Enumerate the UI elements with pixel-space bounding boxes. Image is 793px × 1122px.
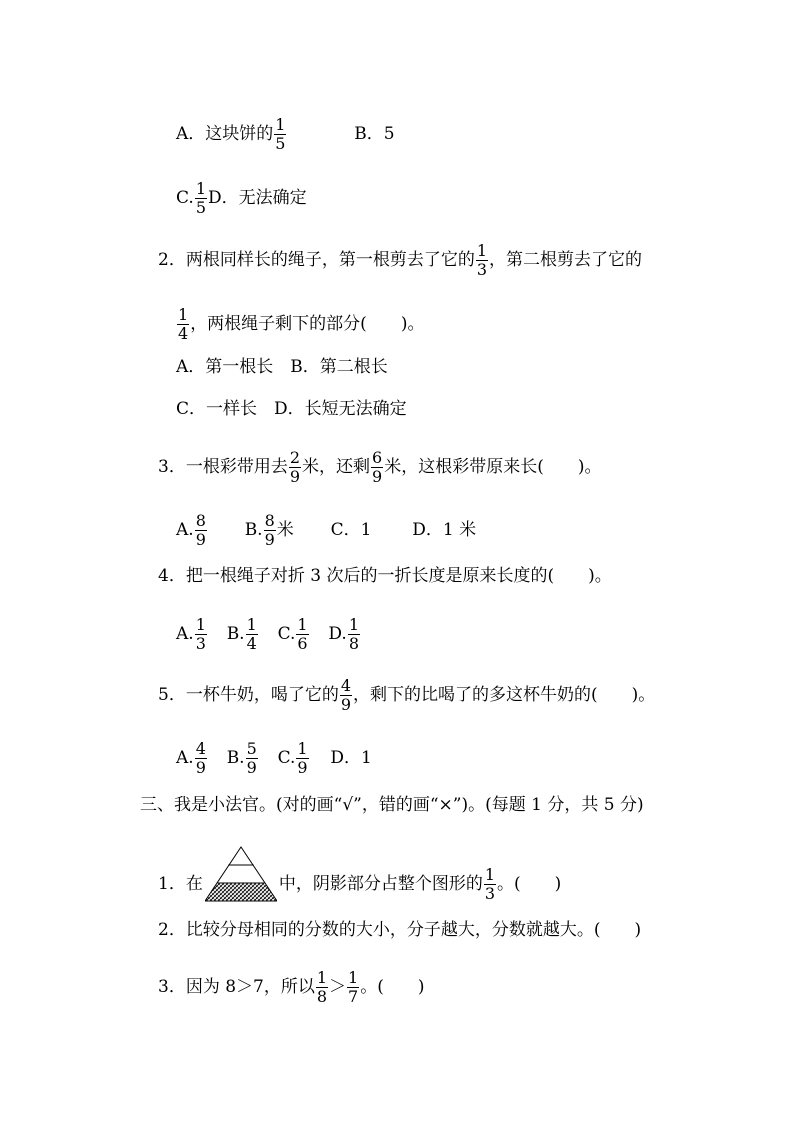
question-3-stem: 3．一根彩带用去 $\frac{2}{9}$ 米，还剩 $\frac{6}{9}$ 米，这根彩带原来长( )。 xyxy=(158,448,602,486)
fraction: $\frac{1}{4}$ xyxy=(178,305,189,343)
fraction: $\frac{1}{8}$ xyxy=(348,615,360,653)
question-5-options: A. $\frac{4}{9}$ B. $\frac{5}{9}$ C. $\frac{1}{9}$ D．1 xyxy=(176,739,372,777)
question-2-options-cd: C．一样长 D．长短无法确定 xyxy=(176,399,407,419)
fraction: $\frac{1}{3}$ xyxy=(484,865,496,903)
fraction: $\frac{8}{9}$ xyxy=(195,511,206,549)
option-a-text: A．这块饼的 xyxy=(176,124,274,144)
option-row-a-b xyxy=(176,116,395,153)
fraction: $\frac{1}{6}$ xyxy=(297,615,308,653)
fraction: $\frac{1}{3}$ xyxy=(195,615,206,653)
fraction: $\frac{2}{9}$ xyxy=(289,448,301,486)
question-3-options: A. $\frac{8}{9}$ B. $\frac{8}{9}$ 米 C．1 D．1 米 xyxy=(176,511,477,549)
question-4-stem: 4．把一根绳子对折 3 次后的一折长度是原来长度的( )。 xyxy=(158,566,612,586)
question-5-stem: 5．一杯牛奶，喝了它的 $\frac{4}{9}$ ，剩下的比喝了的多这杯牛奶的( )。 xyxy=(158,676,656,714)
fraction: $\frac{1}{7}$ xyxy=(348,968,359,1006)
fraction: $\frac{1}{8}$ xyxy=(316,968,328,1006)
option-b-text: B．5 xyxy=(354,124,395,144)
fraction: $\frac{1}{9}$ xyxy=(297,739,308,777)
option-c-label: C. xyxy=(176,188,194,208)
question-2-stem: 2．两根同样长的绳子，第一根剪去了它的 $\frac{1}{3}$ ，第二根剪去了它的 xyxy=(158,241,643,279)
judge-item-1: 1．在 中，阴影部分占整个图形的 $\frac{1}{3}$ 。( ) xyxy=(158,866,561,903)
question-4-options: A. $\frac{1}{3}$ B. $\frac{1}{4}$ C. $\frac{1}{6}$ D. $\frac{1}{8}$ xyxy=(176,615,360,653)
fraction: $\frac{8}{9}$ xyxy=(264,511,275,549)
fraction: $\frac{4}{9}$ xyxy=(340,676,352,714)
section-3-title: 三、我是小法官。(对的画“√”，错的画“×”)。(每题 1 分，共 5 分) xyxy=(140,795,644,815)
question-2-options-ab: A．第一根长 B．第二根长 xyxy=(176,357,388,377)
fraction: $\frac{4}{9}$ xyxy=(195,739,206,777)
fraction: $\frac{1}{4}$ xyxy=(246,615,257,653)
fraction: $\frac{6}{9}$ xyxy=(372,448,383,486)
fraction: $\frac{1}{5}$ xyxy=(275,115,286,153)
fraction: $\frac{5}{9}$ xyxy=(246,739,257,777)
option-row-c-d xyxy=(176,180,307,217)
triangle-diagram-icon xyxy=(205,846,277,902)
fraction: $\frac{1}{3}$ xyxy=(476,241,488,279)
option-d-text: D．无法确定 xyxy=(208,188,307,208)
judge-item-3: 3．因为 8＞7，所以 $\frac{1}{8}$ ＞ $\frac{1}{7}$ 。( ) xyxy=(158,968,425,1006)
fraction: $\frac{1}{5}$ xyxy=(195,179,206,217)
judge-item-2: 2．比较分母相同的分数的大小，分子越大，分数就越大。( ) xyxy=(158,920,642,940)
question-2-stem-cont: $\frac{1}{4}$ ，两根绳子剩下的部分( )。 xyxy=(178,305,425,343)
